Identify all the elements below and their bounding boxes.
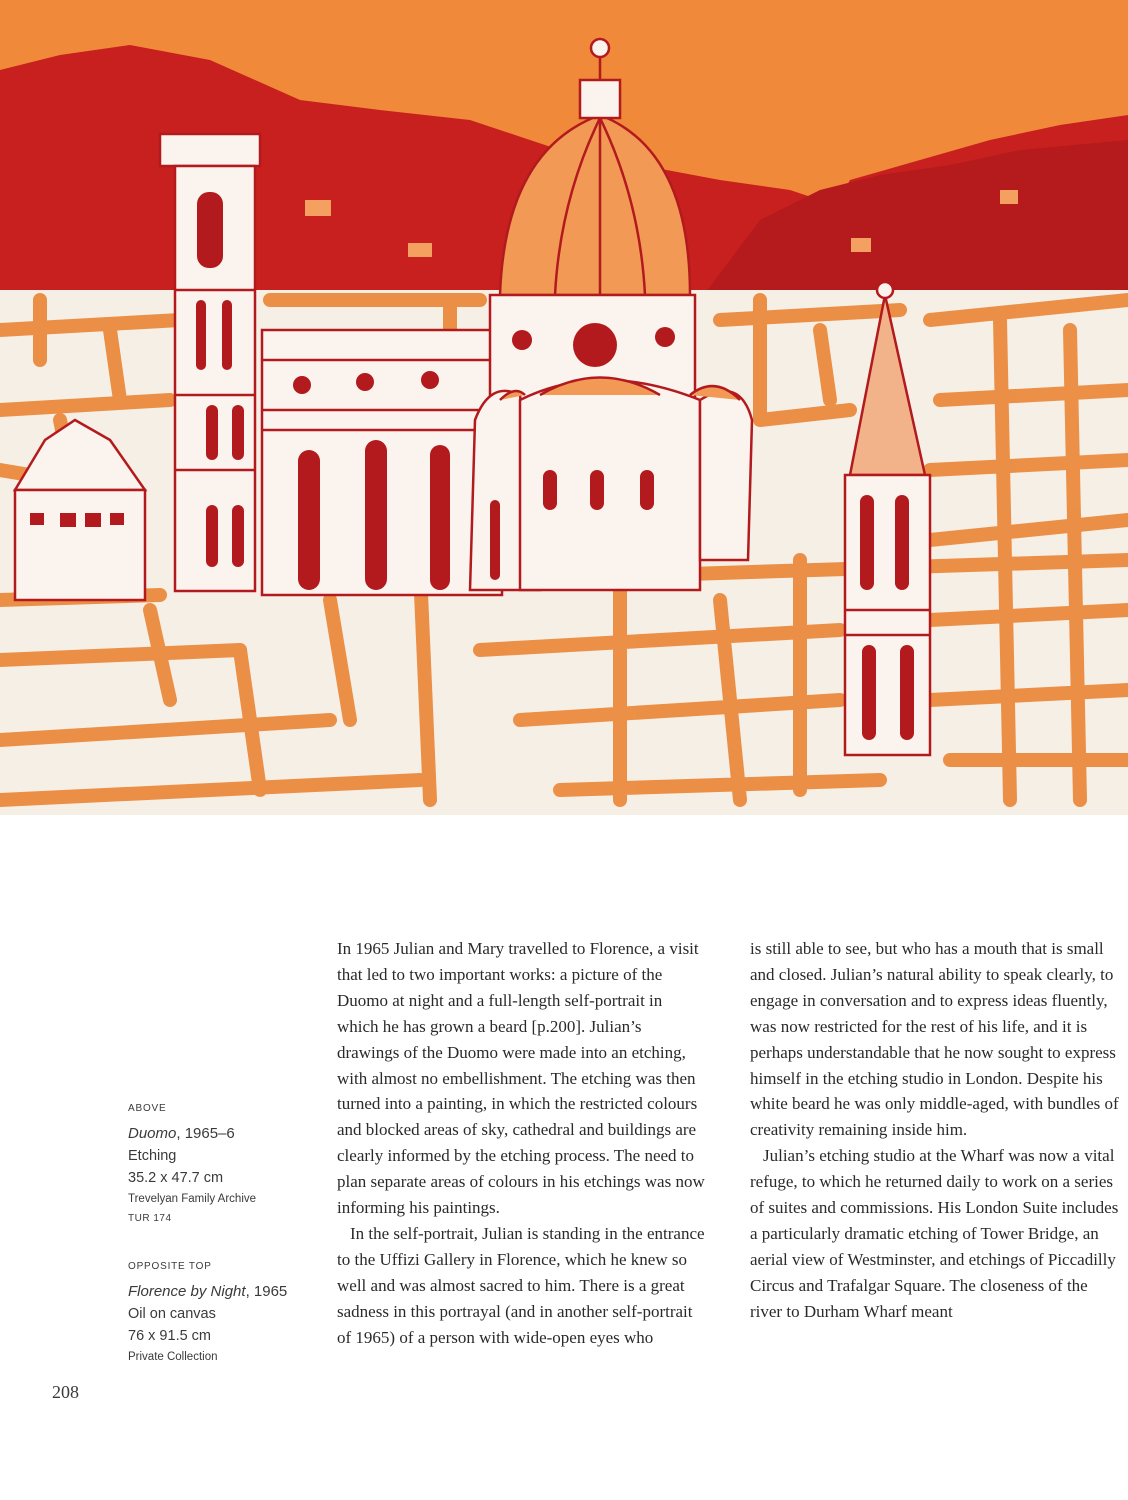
body-paragraph: is still able to see, but who has a mouth that is small and closed. Julian’s natural ability to speak clearly, to engage in conversation and to express ideas fluently, was now restricted for the rest of his life, and it is perhaps understandable that he now sought to express himself in the etching studio in London. Despite his white beard he was only middle-aged, with bundles of creativity remaining inside him. xyxy=(750,939,1119,1140)
caption-sidebar xyxy=(128,1101,318,1397)
caption-title: Duomo xyxy=(128,1125,177,1142)
caption-collection: Trevelyan Family Archive xyxy=(128,1193,257,1205)
caption-label: OPPOSITE TOP xyxy=(128,1261,212,1272)
body-paragraph: In the self-portrait, Julian is standing in the entrance to the Uffizi Gallery in Florence, which he knew so well and was almost sacred to him. There is a great sadness in this portrayal (and in another self-portrait of 1965) of a person with wide-open eyes who xyxy=(337,1223,705,1347)
caption-title-line xyxy=(128,1281,318,1303)
caption-opposite-top xyxy=(128,1259,318,1367)
caption-date: , 1965 xyxy=(245,1283,288,1300)
page-number: 208 xyxy=(52,1382,79,1402)
body-paragraph: In 1965 Julian and Mary travelled to Florence, a visit that led to two important works: a picture of the Duomo at night and a full-length self-portrait in which he has grown a beard [p.200]. Julian’s drawings of the Duomo were made into an etching, with almost no embellishment. The etching was then turned into a painting, in which the restricted colours and blocked areas of sky, cathedral and buildings are clearly informed by the etching process. The need to plan separate areas of colours in his etchings was now informing his paintings. xyxy=(337,939,705,1218)
caption-title: Florence by Night xyxy=(128,1283,246,1300)
body-paragraph: Julian’s etching studio at the Wharf was now a vital refuge, to which he returned daily to work on a series of suites and commissions. His London Suite includes a particularly dramatic etching of Tower Bridge, an aerial view of Westminster, and etchings of Piccadilly Circus and Trafalgar Square. The closeness of the river to Durham Wharf meant xyxy=(750,1146,1119,1321)
body-column-2 xyxy=(750,936,1120,1325)
caption-collection: Private Collection xyxy=(128,1351,218,1363)
caption-reference: TUR 174 xyxy=(128,1213,172,1224)
caption-size: 76 x 91.5 cm xyxy=(128,1328,212,1344)
caption-label: ABOVE xyxy=(128,1103,167,1114)
caption-medium: Etching xyxy=(128,1148,177,1164)
caption-medium: Oil on canvas xyxy=(128,1306,216,1322)
body-column-1 xyxy=(337,936,707,1351)
caption-above xyxy=(128,1101,318,1229)
caption-date: , 1965–6 xyxy=(176,1125,235,1142)
caption-size: 35.2 x 47.7 cm xyxy=(128,1170,224,1186)
caption-title-line xyxy=(128,1123,318,1145)
